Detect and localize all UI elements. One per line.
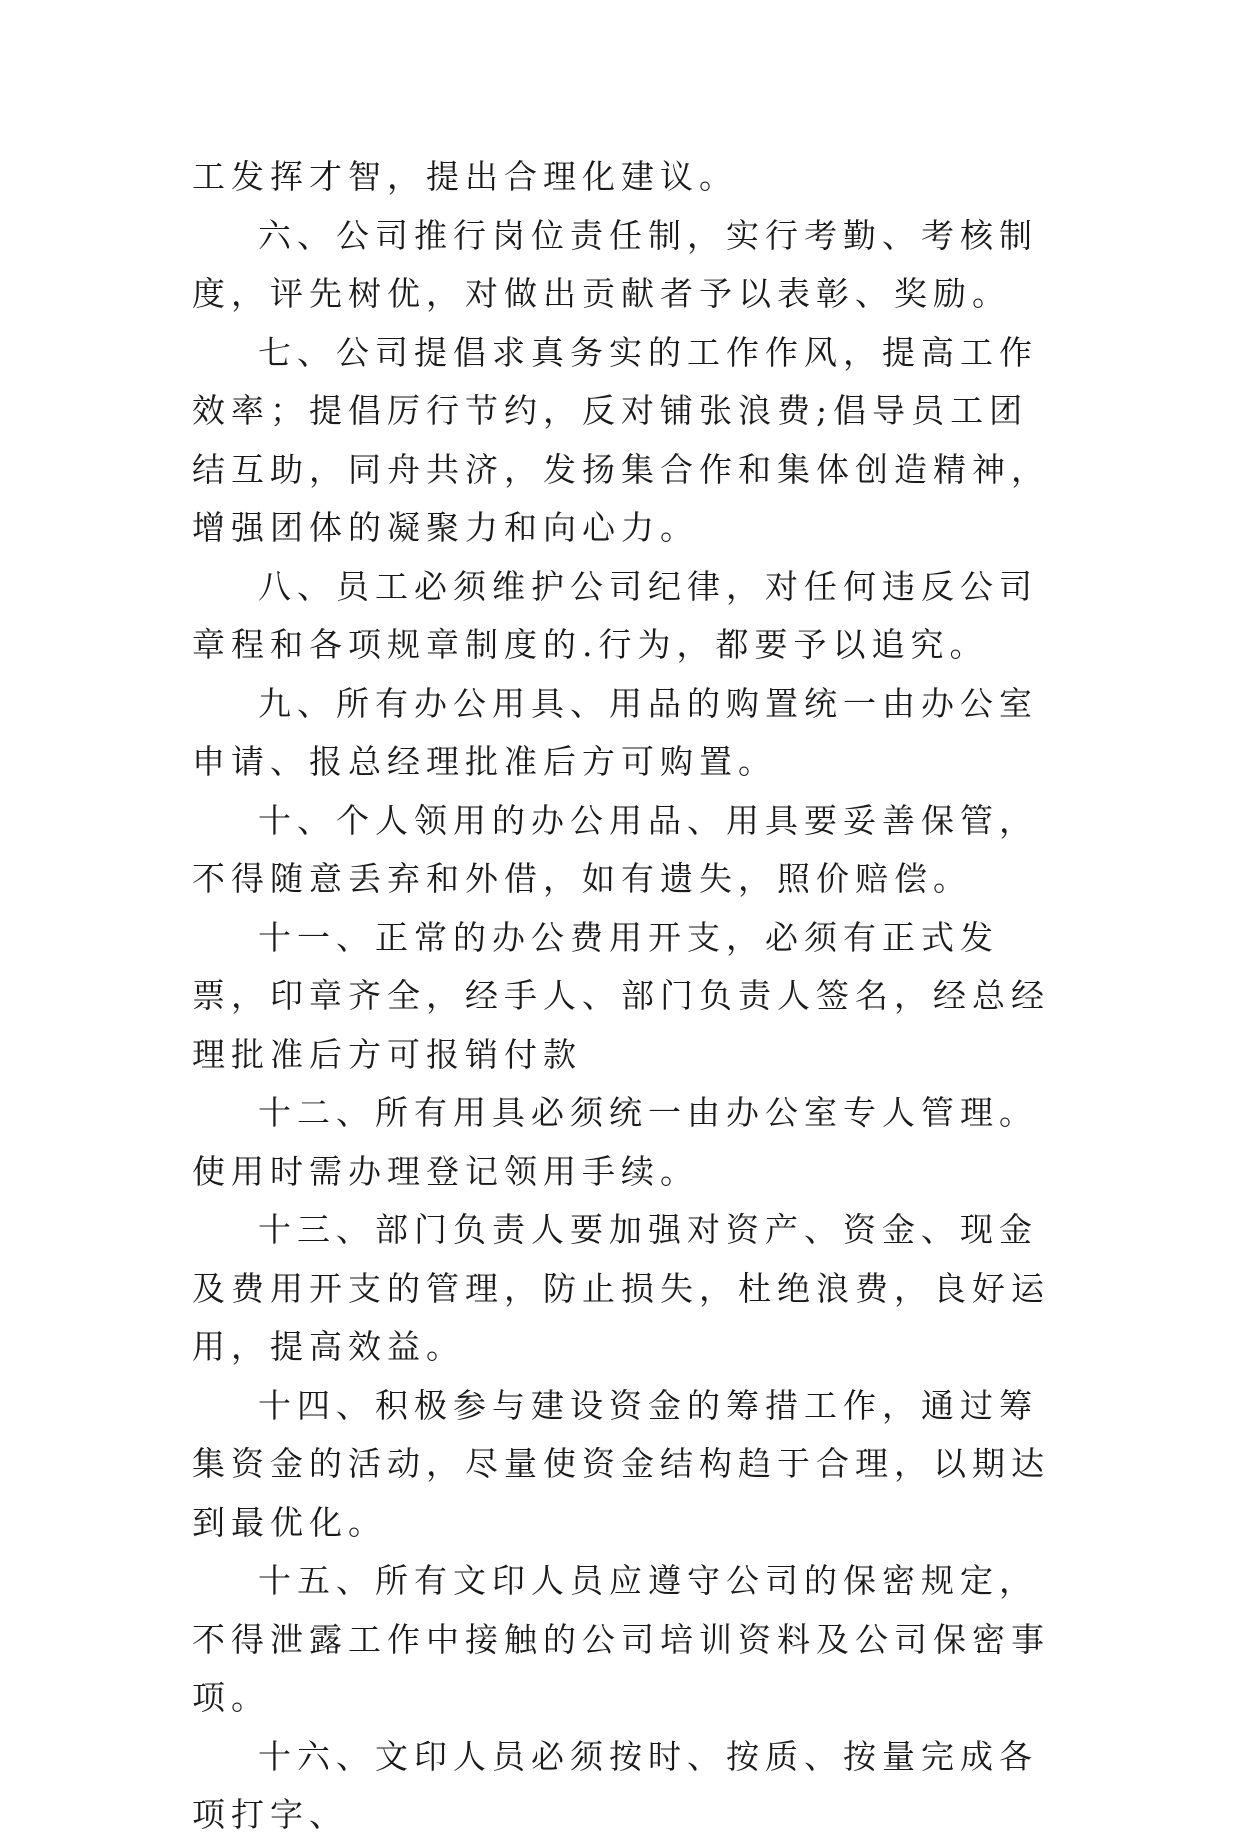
paragraph-15: 十五、所有文印人员应遵守公司的保密规定，不得泄露工作中接触的公司培训资料及公司保密事项。 bbox=[192, 1561, 1050, 1717]
paragraph-1: 工发挥才智，提出合理化建议。 bbox=[192, 157, 738, 196]
paragraph-6: 六、公司推行岗位责任制，实行考勤、考核制度，评先树优，对做出贡献者予以表彰、奖励。 bbox=[192, 215, 1038, 313]
paragraph-12: 十二、所有用具必须统一由办公室专人管理。使用时需办理登记领用手续。 bbox=[192, 1093, 1038, 1191]
paragraph-8: 八、员工必须维护公司纪律，对任何违反公司章程和各项规章制度的.行为，都要予以追究。 bbox=[192, 566, 1038, 664]
paragraph-16: 十六、文印人员必须按时、按质、按量完成各项打字、 bbox=[192, 1736, 1038, 1834]
paragraph-7: 七、公司提倡求真务实的工作作风，提高工作效率；提倡厉行节约，反对铺张浪费;倡导员工团结互助，同舟共济，发扬集合作和集体创造精神，增强团体的凝聚力和向心力。 bbox=[192, 332, 1050, 547]
paragraph-9: 九、所有办公用具、用品的购置统一由办公室申请、报总经理批准后方可购置。 bbox=[192, 683, 1038, 781]
paragraph-13: 十三、部门负责人要加强对资产、资金、现金及费用开支的管理，防止损失，杜绝浪费，良好运用，提高效益。 bbox=[192, 1210, 1050, 1366]
paragraph-10: 十、个人领用的办公用品、用具要妥善保管，不得随意丢弃和外借，如有遗失，照价赔偿。 bbox=[192, 800, 1038, 898]
document-body bbox=[192, 148, 1062, 1845]
paragraph-11: 十一、正常的办公费用开支，必须有正式发票，印章齐全，经手人、部门负责人签名，经总经理批准后方可报销付款 bbox=[192, 917, 1050, 1074]
paragraph-14: 十四、积极参与建设资金的筹措工作，通过筹集资金的活动，尽量使资金结构趋于合理，以期达到最优化。 bbox=[192, 1385, 1050, 1542]
